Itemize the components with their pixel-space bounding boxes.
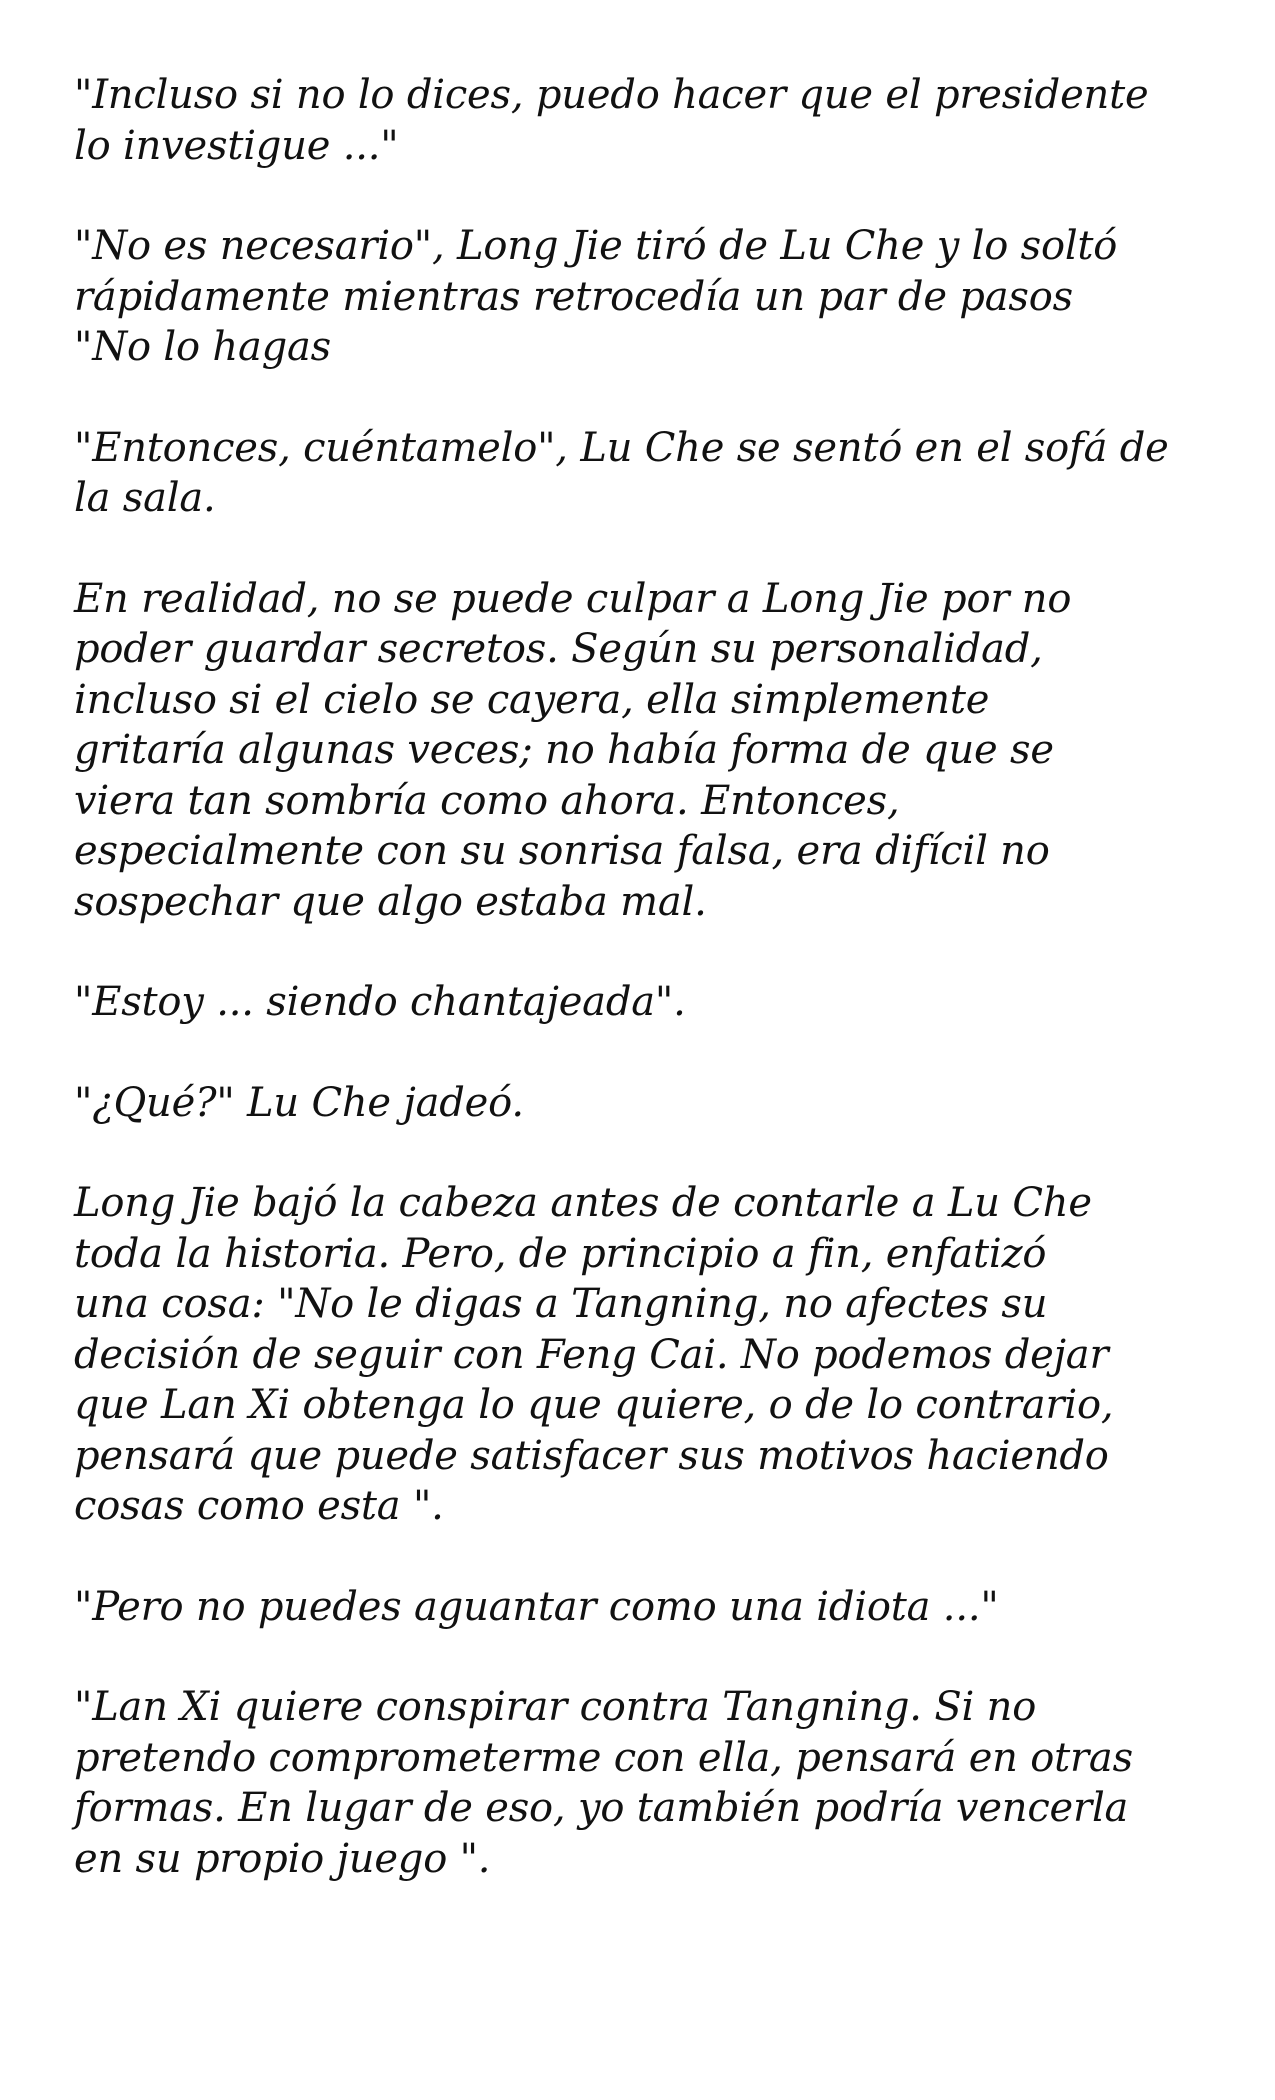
text-line: la sala. — [74, 475, 216, 521]
text-line: pretendo comprometerme con ella, pensará en otras — [74, 1734, 1133, 1781]
text-line: que Lan Xi obtenga lo que quiere, o de lo contrario, — [74, 1382, 1114, 1428]
text-line: lo investigue ..." — [74, 122, 399, 169]
paragraph — [74, 423, 1215, 524]
text-line: formas. En lugar de eso, yo también podría vencerla — [74, 1785, 1129, 1831]
text-line: especialmente con su sonrisa falsa, era difícil no — [74, 828, 1050, 874]
text-line: "Incluso si no lo dices, puedo hacer que el presidente — [74, 72, 1149, 118]
paragraph — [74, 221, 1215, 373]
text-line: gritaría algunas veces; no había forma de que se — [74, 727, 1054, 773]
text-line: "¿Qué?" Lu Che jadeó. — [74, 1079, 524, 1126]
text-line: "No es necesario", Long Jie tiró de Lu Che y lo soltó — [74, 223, 1118, 269]
text-line: viera tan sombría como ahora. Entonces, — [74, 777, 900, 824]
text-line: "Lan Xi quiere conspirar contra Tangning. Si no — [74, 1684, 1037, 1730]
text-line: En realidad, no se puede culpar a Long Jie por no — [74, 575, 1072, 622]
text-line: decisión de seguir con Feng Cai. No podemos dejar — [74, 1331, 1109, 1378]
paragraph — [74, 1078, 1215, 1129]
text-line: "Estoy ... siendo chantajeada". — [74, 979, 686, 1025]
paragraph — [74, 1582, 1215, 1633]
text-line: rápidamente mientras retrocedía un par de pasos — [74, 273, 1073, 320]
text-line: toda la historia. Pero, de principio a fin, enfatizó — [74, 1230, 1047, 1277]
text-line: cosas como esta ". — [74, 1483, 444, 1529]
text-line: una cosa: "No le digas a Tangning, no afectes su — [74, 1281, 1048, 1327]
text-line: poder guardar secretos. Según su personalidad, — [74, 626, 1043, 672]
text-line: en su propio juego ". — [74, 1835, 491, 1882]
text-line: "Entonces, cuéntamelo", Lu Che se sentó en el sofá de — [74, 424, 1169, 471]
paragraph — [74, 574, 1215, 928]
paragraph — [74, 977, 1215, 1028]
text-line: pensará que puede satisfacer sus motivos haciendo — [74, 1432, 1109, 1479]
paragraph — [74, 1178, 1215, 1532]
text-line: Long Jie bajó la cabeza antes de contarle a Lu Che — [74, 1180, 1092, 1226]
paragraph — [74, 1682, 1215, 1884]
text-line: sospechar que algo estaba mal. — [74, 878, 707, 925]
text-line: incluso si el cielo se cayera, ella simplemente — [74, 676, 990, 723]
text-line: "Pero no puedes aguantar como una idiota ..." — [74, 1583, 999, 1630]
text-line: "No lo hagas — [74, 324, 331, 370]
paragraph — [74, 70, 1215, 171]
